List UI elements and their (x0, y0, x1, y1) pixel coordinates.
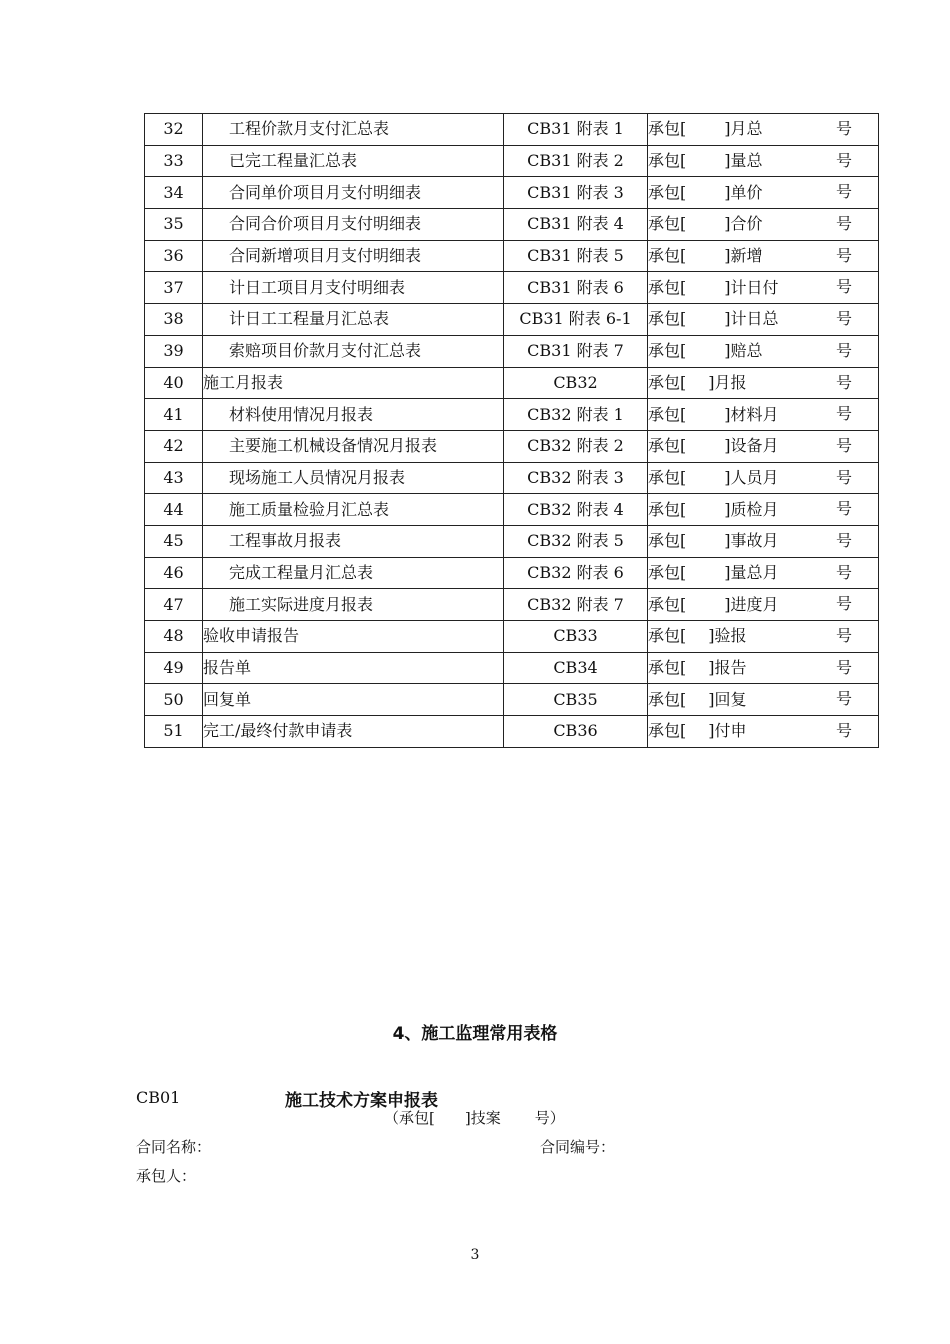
serial-prefix: 承包[ (648, 119, 687, 139)
form-name: 完成工程量月汇总表 (203, 557, 504, 589)
serial-number-cell (648, 304, 879, 336)
row-number: 43 (145, 462, 203, 494)
row-number: 38 (145, 304, 203, 336)
form-name: 计日工工程量月汇总表 (203, 304, 504, 336)
serial-hao: 号 (835, 721, 852, 741)
serial-number-cell (648, 716, 879, 748)
form-code-cell: CB32 附表 7 (504, 589, 648, 621)
contract-name-label: 合同名称： (136, 1138, 212, 1156)
form-code-cell: CB32 附表 5 (504, 525, 648, 557)
form-name: 已完工程量汇总表 (203, 145, 504, 177)
serial-hao: 号 (835, 435, 852, 455)
form-serial-middle: ]技案 (464, 1109, 501, 1127)
serial-suffix: ]质检月 (724, 499, 779, 519)
serial-prefix: 承包[ (648, 182, 687, 202)
form-serial-suffix: 号） (534, 1109, 565, 1127)
serial-suffix: ]合价 (724, 214, 763, 234)
serial-hao: 号 (835, 594, 852, 614)
row-number: 35 (145, 209, 203, 241)
form-name: 施工实际进度月报表 (203, 589, 504, 621)
serial-number-cell (648, 525, 879, 557)
serial-number-cell (648, 589, 879, 621)
serial-prefix: 承包[ (648, 531, 687, 551)
form-serial-prefix: （承包[ (384, 1109, 435, 1127)
serial-hao: 号 (835, 499, 852, 519)
serial-prefix: 承包[ (648, 689, 687, 709)
form-code-cell: CB34 (504, 652, 648, 684)
serial-hao: 号 (835, 404, 852, 424)
form-code-cell: CB32 (504, 367, 648, 399)
form-name: 施工月报表 (203, 367, 504, 399)
serial-prefix: 承包[ (648, 658, 687, 678)
form-code-cell: CB32 附表 1 (504, 399, 648, 431)
serial-prefix: 承包[ (648, 372, 687, 392)
row-number: 36 (145, 240, 203, 272)
form-name: 工程事故月报表 (203, 525, 504, 557)
serial-suffix: ]报告 (708, 658, 747, 678)
serial-suffix: ]计日总 (724, 309, 779, 329)
table-row (145, 335, 879, 367)
serial-number-cell (648, 494, 879, 526)
form-name: 验收申请报告 (203, 621, 504, 653)
serial-prefix: 承包[ (648, 404, 687, 424)
form-name: 索赔项目价款月支付汇总表 (203, 335, 504, 367)
serial-number-cell (648, 335, 879, 367)
serial-number-cell (648, 652, 879, 684)
serial-suffix: ]人员月 (724, 467, 779, 487)
row-number: 47 (145, 589, 203, 621)
form-code-cell: CB31 附表 7 (504, 335, 648, 367)
form-name: 完工/最终付款申请表 (203, 716, 504, 748)
serial-hao: 号 (835, 467, 852, 487)
table-row (145, 114, 879, 146)
serial-number-cell (648, 621, 879, 653)
serial-prefix: 承包[ (648, 309, 687, 329)
serial-prefix: 承包[ (648, 277, 687, 297)
serial-hao: 号 (835, 245, 852, 265)
table-row (145, 399, 879, 431)
row-number: 51 (145, 716, 203, 748)
serial-suffix: ]新增 (724, 246, 763, 266)
table-row (145, 589, 879, 621)
serial-hao: 号 (835, 182, 852, 202)
page-number: 3 (470, 1247, 480, 1263)
serial-suffix: ]事故月 (724, 531, 779, 551)
row-number: 48 (145, 621, 203, 653)
serial-suffix: ]月报 (708, 372, 747, 392)
serial-number-cell (648, 684, 879, 716)
form-code-cell: CB32 附表 3 (504, 462, 648, 494)
serial-suffix: ]月总 (724, 119, 763, 139)
row-number: 42 (145, 430, 203, 462)
form-code-cell: CB32 附表 4 (504, 494, 648, 526)
form-name: 现场施工人员情况月报表 (203, 462, 504, 494)
form-name: 合同合价项目月支付明细表 (203, 209, 504, 241)
table-row (145, 145, 879, 177)
table-row (145, 652, 879, 684)
table-row (145, 177, 879, 209)
serial-number-cell (648, 430, 879, 462)
form-serial-number (384, 1107, 565, 1128)
form-name: 合同单价项目月支付明细表 (203, 177, 504, 209)
serial-hao: 号 (835, 119, 852, 138)
serial-prefix: 承包[ (648, 721, 687, 741)
serial-prefix: 承包[ (648, 214, 687, 234)
form-code: CB01 (136, 1088, 181, 1107)
serial-suffix: ]进度月 (724, 594, 779, 614)
form-name: 工程价款月支付汇总表 (203, 114, 504, 146)
form-code-cell: CB32 附表 2 (504, 430, 648, 462)
serial-suffix: ]付申 (708, 721, 747, 741)
table-row (145, 272, 879, 304)
serial-hao: 号 (835, 340, 852, 360)
row-number: 34 (145, 177, 203, 209)
serial-hao: 号 (835, 626, 852, 645)
form-name: 计日工项目月支付明细表 (203, 272, 504, 304)
form-code-cell: CB33 (504, 621, 648, 653)
serial-suffix: ]设备月 (724, 436, 779, 456)
form-name: 材料使用情况月报表 (203, 399, 504, 431)
table-row (145, 462, 879, 494)
serial-prefix: 承包[ (648, 467, 687, 487)
row-number: 40 (145, 367, 203, 399)
form-code-cell: CB31 附表 6-1 (504, 304, 648, 336)
row-number: 32 (145, 114, 203, 146)
section-title: 4、施工监理常用表格 (392, 1024, 558, 1044)
table-row (145, 621, 879, 653)
serial-prefix: 承包[ (648, 499, 687, 519)
serial-number-cell (648, 209, 879, 241)
row-number: 49 (145, 652, 203, 684)
serial-suffix: ]量总 (724, 151, 763, 171)
serial-number-cell (648, 399, 879, 431)
form-code-cell: CB31 附表 1 (504, 114, 648, 146)
forms-index-body (145, 114, 879, 748)
serial-suffix: ]量总月 (724, 562, 779, 582)
serial-number-cell (648, 145, 879, 177)
serial-suffix: ]单价 (724, 182, 763, 202)
row-number: 50 (145, 684, 203, 716)
form-name: 主要施工机械设备情况月报表 (203, 430, 504, 462)
serial-hao: 号 (835, 657, 852, 677)
serial-prefix: 承包[ (648, 151, 687, 171)
serial-number-cell (648, 272, 879, 304)
table-row (145, 430, 879, 462)
form-code-cell: CB31 附表 3 (504, 177, 648, 209)
serial-prefix: 承包[ (648, 436, 687, 456)
serial-number-cell (648, 114, 879, 146)
serial-prefix: 承包[ (648, 562, 687, 582)
form-code-cell: CB36 (504, 716, 648, 748)
form-name: 施工质量检验月汇总表 (203, 494, 504, 526)
serial-number-cell (648, 557, 879, 589)
serial-hao: 号 (835, 150, 852, 170)
serial-number-cell (648, 240, 879, 272)
serial-prefix: 承包[ (648, 341, 687, 361)
serial-suffix: ]赔总 (724, 341, 763, 361)
serial-hao: 号 (835, 277, 852, 297)
serial-hao: 号 (835, 372, 852, 392)
row-number: 33 (145, 145, 203, 177)
table-row (145, 716, 879, 748)
form-code-cell: CB31 附表 2 (504, 145, 648, 177)
serial-suffix: ]材料月 (724, 404, 779, 424)
form-name: 回复单 (203, 684, 504, 716)
serial-hao: 号 (835, 562, 852, 582)
serial-hao: 号 (835, 689, 852, 709)
serial-prefix: 承包[ (648, 246, 687, 266)
table-row (145, 494, 879, 526)
serial-suffix: ]验报 (708, 626, 747, 646)
row-number: 37 (145, 272, 203, 304)
form-code-cell: CB31 附表 4 (504, 209, 648, 241)
form-title: 施工技术方案申报表 (285, 1091, 438, 1111)
table-row (145, 684, 879, 716)
form-code-cell: CB32 附表 6 (504, 557, 648, 589)
contractor-label: 承包人： (136, 1167, 197, 1185)
form-name: 报告单 (203, 652, 504, 684)
table-row (145, 367, 879, 399)
table-row (145, 240, 879, 272)
row-number: 44 (145, 494, 203, 526)
form-code-cell: CB35 (504, 684, 648, 716)
table-row (145, 557, 879, 589)
table-row (145, 525, 879, 557)
row-number: 46 (145, 557, 203, 589)
form-code-cell: CB31 附表 6 (504, 272, 648, 304)
row-number: 45 (145, 525, 203, 557)
serial-suffix: ]计日付 (724, 277, 779, 297)
row-number: 41 (145, 399, 203, 431)
serial-hao: 号 (835, 214, 852, 234)
forms-index-table (144, 113, 879, 748)
serial-number-cell (648, 367, 879, 399)
serial-number-cell (648, 177, 879, 209)
form-name: 合同新增项目月支付明细表 (203, 240, 504, 272)
serial-hao: 号 (835, 530, 852, 550)
table-row (145, 209, 879, 241)
serial-prefix: 承包[ (648, 626, 687, 646)
row-number: 39 (145, 335, 203, 367)
form-code-cell: CB31 附表 5 (504, 240, 648, 272)
serial-prefix: 承包[ (648, 594, 687, 614)
contract-number-label: 合同编号： (540, 1138, 616, 1156)
serial-suffix: ]回复 (708, 689, 747, 709)
serial-hao: 号 (835, 309, 852, 329)
serial-number-cell (648, 462, 879, 494)
table-row (145, 304, 879, 336)
